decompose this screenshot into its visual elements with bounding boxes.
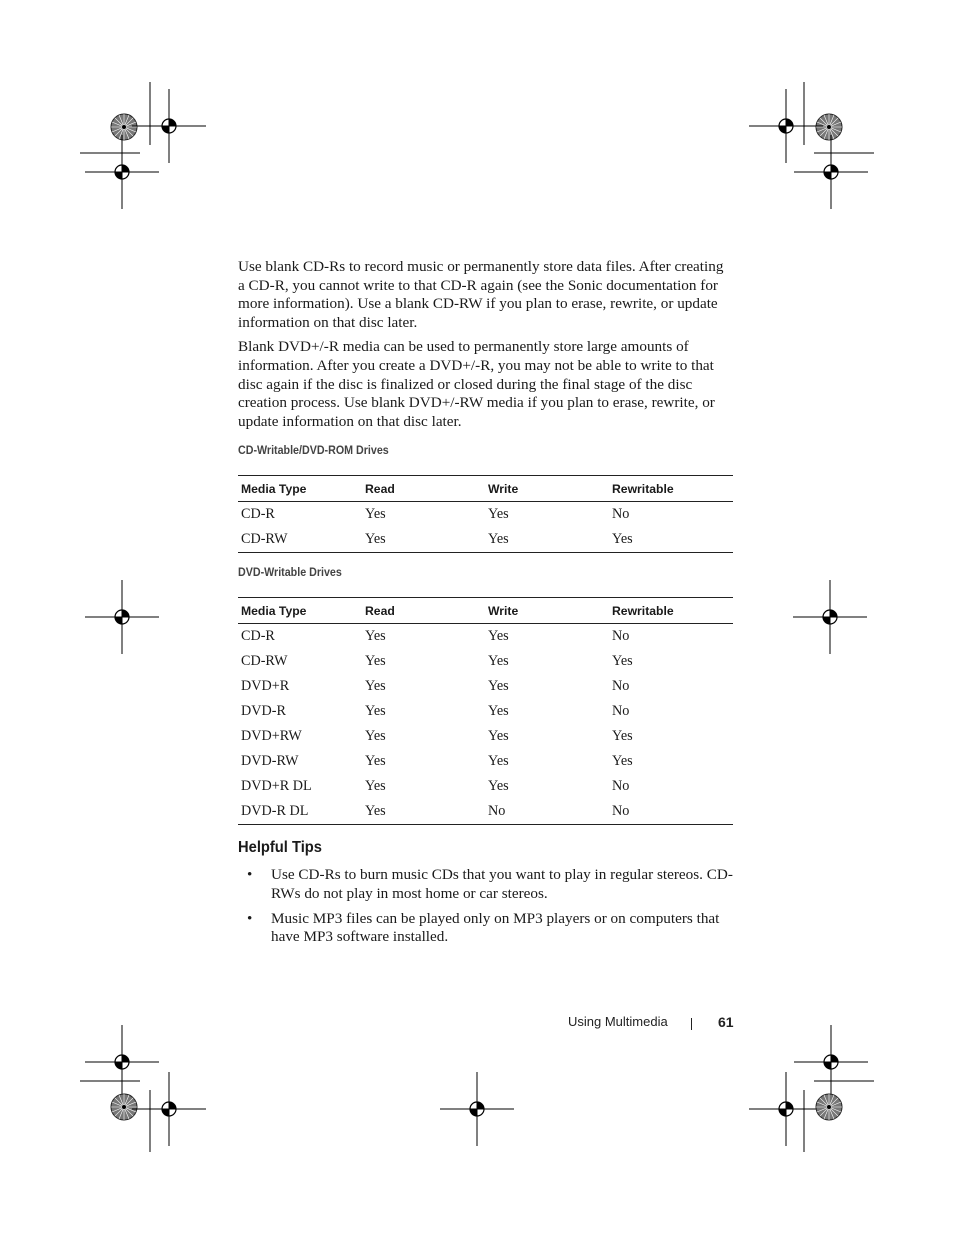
column-header-read: Read bbox=[362, 598, 485, 624]
registration-target-icon bbox=[132, 89, 206, 163]
cell-rewritable: No bbox=[612, 778, 630, 795]
cell-media-type: DVD-RW bbox=[241, 753, 299, 770]
cell-write: Yes bbox=[488, 506, 509, 523]
cell-rewritable: Yes bbox=[612, 653, 633, 670]
registration-target-icon bbox=[749, 1072, 823, 1146]
cell-read: Yes bbox=[365, 628, 386, 645]
registration-star-icon bbox=[816, 1094, 842, 1120]
footer-section-title: Using Multimedia bbox=[568, 1014, 668, 1029]
registration-target-icon bbox=[85, 580, 159, 654]
registration-star-icon bbox=[111, 1094, 137, 1120]
column-header-media-type: Media Type bbox=[238, 598, 362, 624]
table-row bbox=[238, 799, 733, 825]
cell-write: Yes bbox=[488, 778, 509, 795]
paragraph-dvd-r: Blank DVD+/-R media can be used to permanently store large amounts of information. After you create a DVD+/-R, you may not be able to write to that disc again if the disc is finalized or closed during the final stage of the disc creation process. Use blank DVD+/-RW media if you plan to erase, rewrite, or update information on that disc later. bbox=[238, 338, 715, 430]
registration-target-icon bbox=[440, 1072, 514, 1146]
cell-write: Yes bbox=[485, 527, 609, 553]
column-header-rewritable: Rewritable bbox=[609, 598, 733, 624]
table-row bbox=[238, 527, 733, 553]
cell-rewritable: Yes bbox=[612, 753, 633, 770]
footer-separator bbox=[691, 1018, 692, 1030]
table-row bbox=[238, 724, 733, 749]
cell-rewritable: No bbox=[609, 799, 733, 825]
cell-write: Yes bbox=[488, 678, 509, 695]
registration-target-icon bbox=[793, 580, 867, 654]
bullet-icon: • bbox=[247, 909, 253, 927]
cell-media-type: CD-R bbox=[241, 628, 275, 645]
section-heading-helpful-tips: Helpful Tips bbox=[238, 839, 322, 857]
cell-write: Yes bbox=[488, 628, 509, 645]
cell-read: Yes bbox=[362, 799, 485, 825]
cell-write: Yes bbox=[488, 703, 509, 720]
cell-read: Yes bbox=[365, 703, 386, 720]
table-row bbox=[238, 774, 733, 799]
cell-rewritable: No bbox=[612, 678, 630, 695]
cell-write: No bbox=[485, 799, 609, 825]
cell-write: Yes bbox=[488, 653, 509, 670]
cell-media-type: CD-R bbox=[241, 506, 275, 523]
column-header-write: Write bbox=[485, 598, 609, 624]
cell-read: Yes bbox=[365, 653, 386, 670]
table-row bbox=[238, 649, 733, 674]
table-header-row bbox=[238, 598, 733, 624]
cell-rewritable: No bbox=[612, 703, 630, 720]
cell-read: Yes bbox=[365, 778, 386, 795]
cell-rewritable: No bbox=[612, 628, 630, 645]
tip-text: Music MP3 files can be played only on MP3 players or on computers that have MP3 software installed. bbox=[271, 909, 720, 946]
tips-list bbox=[238, 866, 733, 946]
table-caption-dvd-writable: DVD-Writable Drives bbox=[238, 567, 342, 580]
registration-target-icon bbox=[132, 1072, 206, 1146]
table-header-row bbox=[238, 476, 733, 502]
registration-target-icon bbox=[749, 89, 823, 163]
page-content bbox=[238, 258, 733, 953]
cell-media-type: CD-RW bbox=[241, 653, 288, 670]
registration-target-icon bbox=[85, 135, 159, 209]
column-header-write: Write bbox=[485, 476, 609, 502]
table-row bbox=[238, 674, 733, 699]
cell-rewritable: Yes bbox=[612, 728, 633, 745]
page-footer bbox=[568, 1014, 734, 1030]
table-caption-cd-writable: CD-Writable/DVD-ROM Drives bbox=[238, 445, 389, 458]
column-header-rewritable: Rewritable bbox=[609, 476, 733, 502]
cell-read: Yes bbox=[365, 678, 386, 695]
cell-read: Yes bbox=[365, 506, 386, 523]
cell-media-type: DVD-R DL bbox=[238, 799, 362, 825]
registration-star-icon bbox=[111, 114, 137, 140]
table-cd-writable bbox=[238, 475, 733, 553]
table-dvd-writable bbox=[238, 597, 733, 825]
cell-read: Yes bbox=[362, 527, 485, 553]
cell-media-type: DVD+R bbox=[241, 678, 290, 695]
cell-media-type: CD-RW bbox=[238, 527, 362, 553]
table-row bbox=[238, 624, 733, 650]
registration-target-icon bbox=[794, 1025, 868, 1099]
registration-star-icon bbox=[816, 114, 842, 140]
registration-target-icon bbox=[85, 1025, 159, 1099]
paragraph-cd-r: Use blank CD-Rs to record music or permanently store data files. After creating a CD-R, you cannot write to that CD-R again (see the Sonic documentation for more information). Use a blank CD-RW if you plan to erase, rewrite, or update information on that disc later. bbox=[238, 258, 724, 331]
cell-media-type: DVD-R bbox=[241, 703, 286, 720]
page-number: 61 bbox=[718, 1014, 734, 1030]
cell-rewritable: Yes bbox=[609, 527, 733, 553]
cell-write: Yes bbox=[488, 728, 509, 745]
table-row bbox=[238, 699, 733, 724]
cell-media-type: DVD+R DL bbox=[241, 778, 312, 795]
column-header-media-type: Media Type bbox=[238, 476, 362, 502]
column-header-read: Read bbox=[362, 476, 485, 502]
cell-media-type: DVD+RW bbox=[241, 728, 302, 745]
list-item bbox=[238, 866, 733, 903]
registration-target-icon bbox=[794, 135, 868, 209]
table-row bbox=[238, 749, 733, 774]
list-item bbox=[238, 910, 733, 947]
cell-read: Yes bbox=[365, 728, 386, 745]
bullet-icon: • bbox=[247, 866, 253, 884]
cell-write: Yes bbox=[488, 753, 509, 770]
table-row bbox=[238, 502, 733, 528]
cell-read: Yes bbox=[365, 753, 386, 770]
cell-rewritable: No bbox=[612, 506, 630, 523]
tip-text: Use CD-Rs to burn music CDs that you want to play in regular stereos. CD-RWs do not play in most home or car stereos. bbox=[271, 866, 733, 902]
